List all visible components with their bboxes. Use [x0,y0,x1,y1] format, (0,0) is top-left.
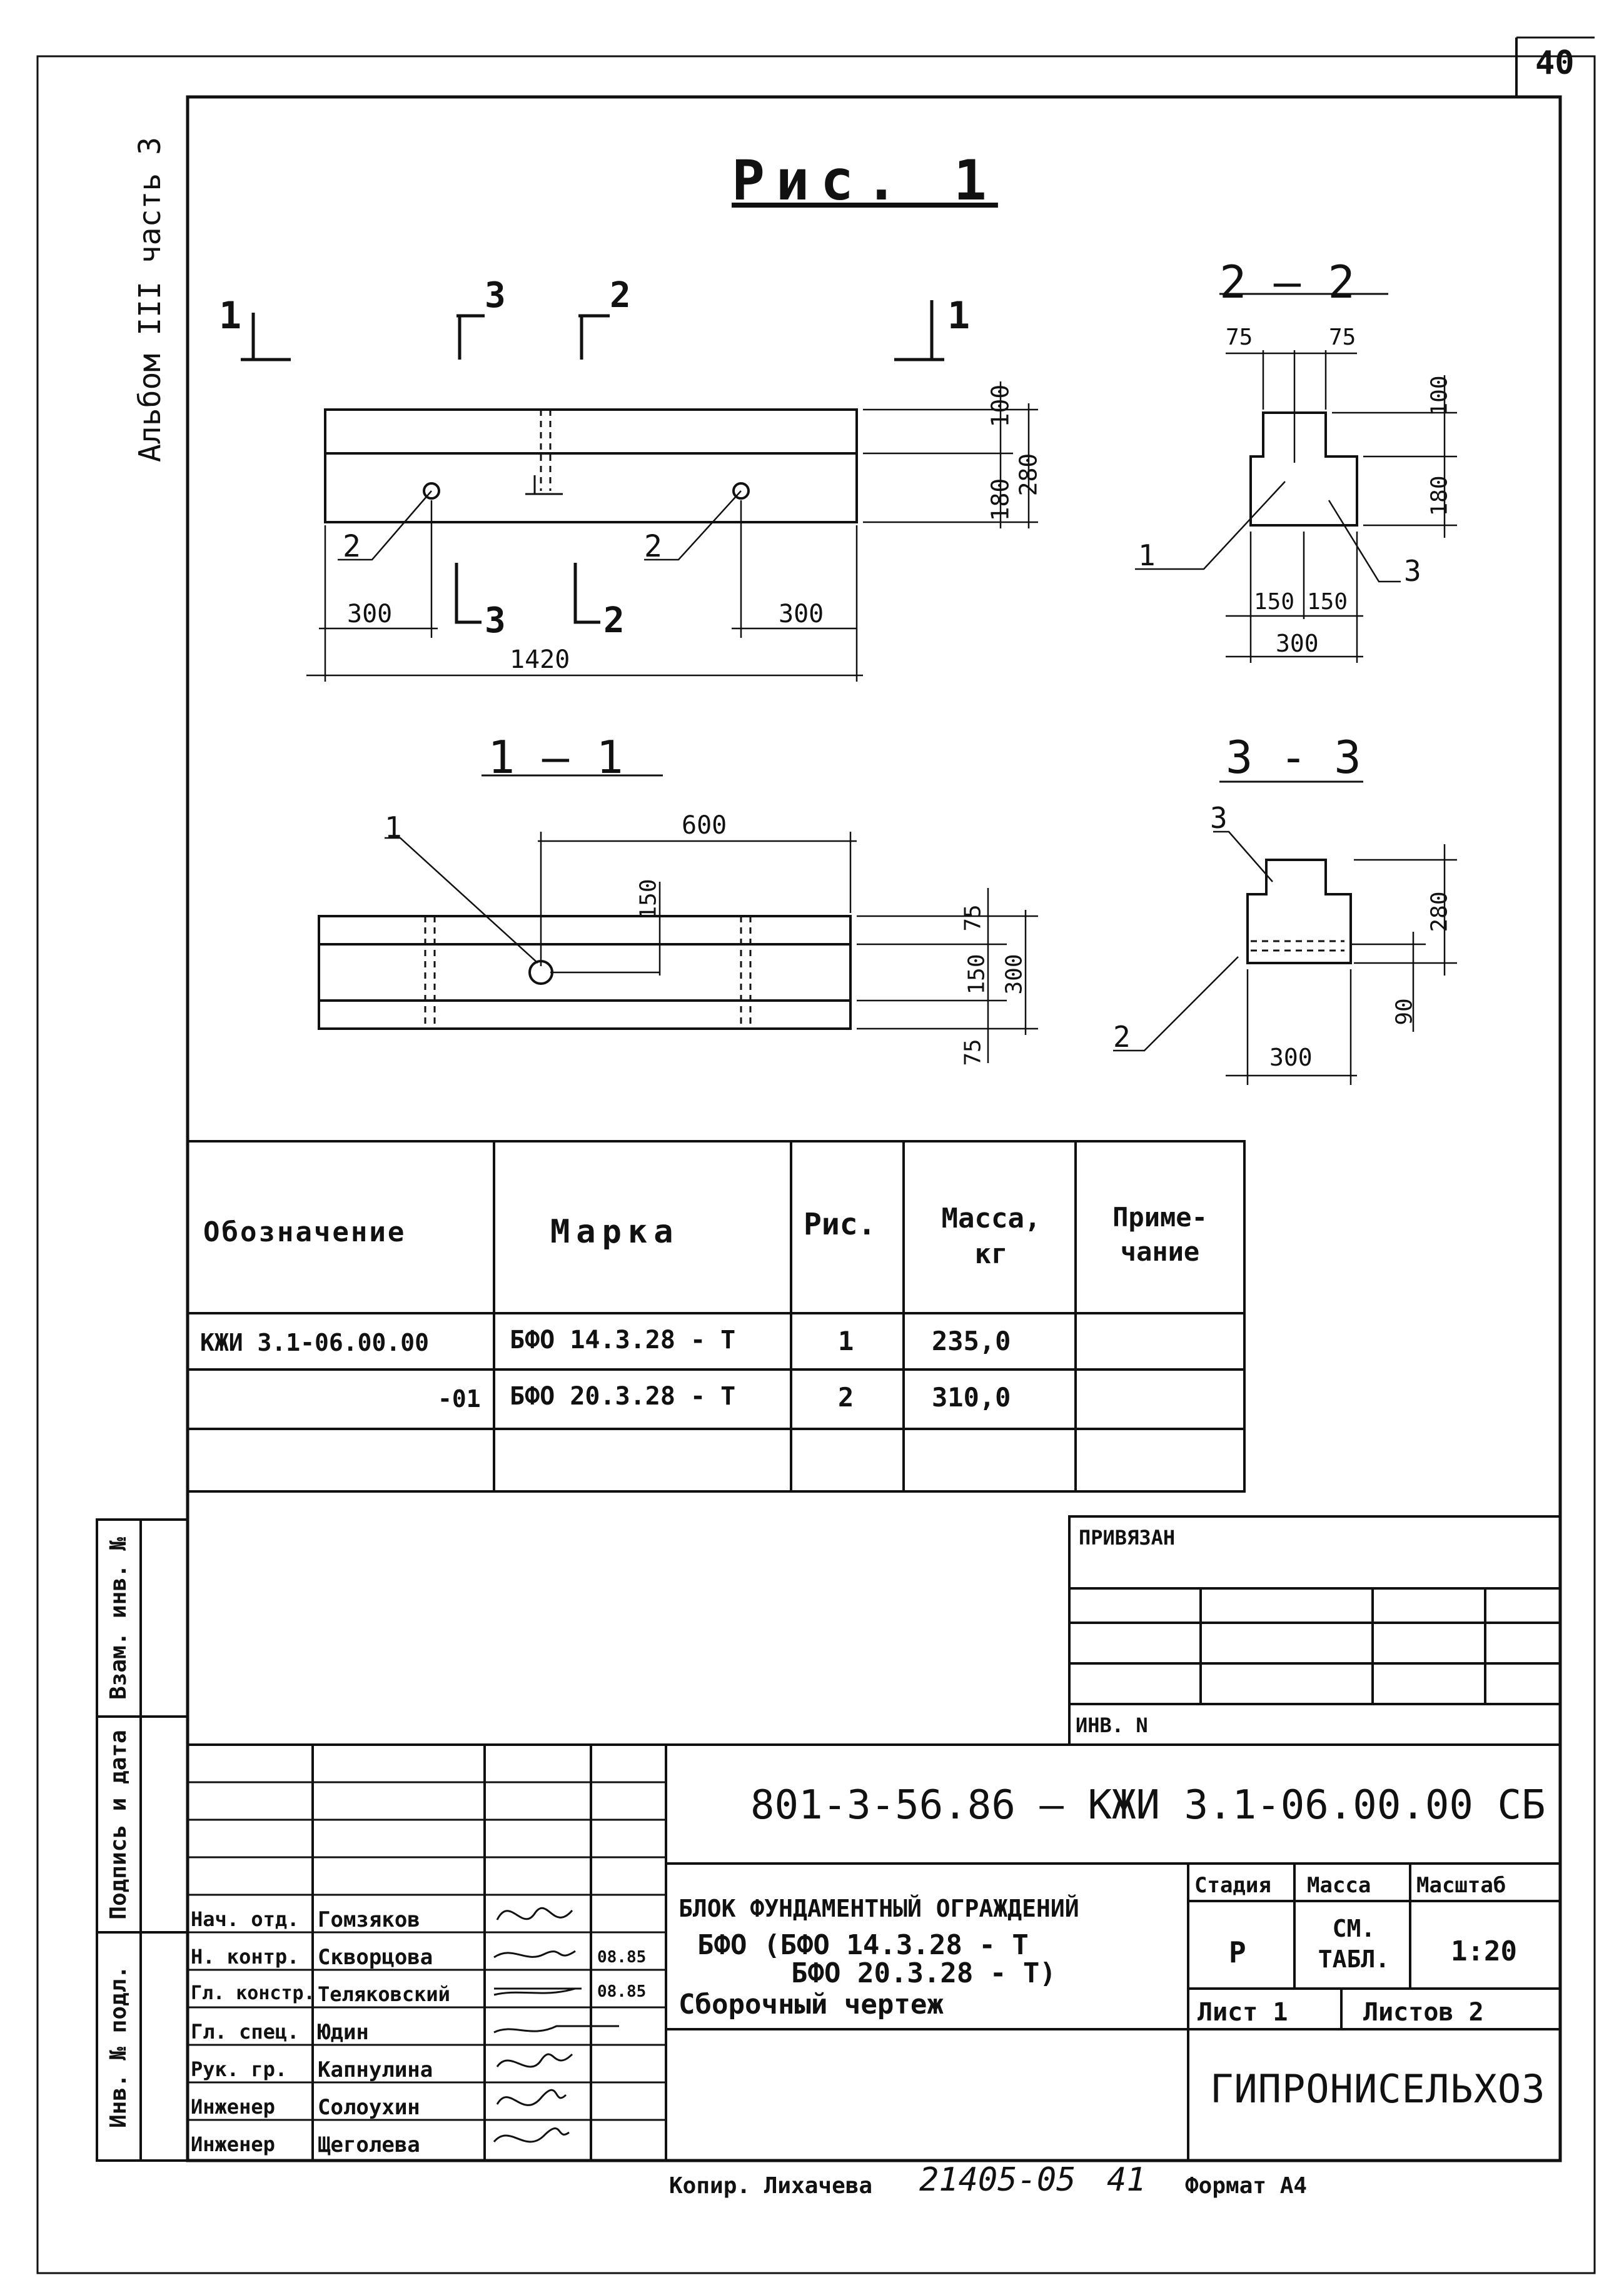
dim-2-2-150-right: 150 [1307,589,1348,615]
table-row-2-designation: -01 [438,1385,481,1413]
dim-3-3-90: 90 [1391,998,1418,1026]
sign-role-3: Гл. констр. [191,1982,315,2004]
doc-name-line-2: БФО (БФО 14.3.28 - Т [697,1929,1029,1961]
sign-name-7: Щеголева [318,2132,420,2157]
dim-2-2-75-left: 75 [1226,325,1253,350]
footer-sheet-no: 41 [1107,2161,1146,2199]
figure-title: Рис. 1 [732,148,998,213]
sign-role-7: Инженер [191,2132,275,2156]
section-mark-2-top: 2 [610,275,631,316]
signature-scribbles [494,1908,619,2142]
section-mark-3-top: 3 [485,275,506,316]
side-title: Альбом III часть 3 [133,136,168,463]
sign-role-6: Инженер [191,2095,275,2119]
sign-role-4: Гл. спец. [191,2020,300,2044]
scale-label: Масштаб [1416,1873,1506,1898]
sign-name-5: Капнулина [318,2057,433,2082]
sign-date-2: 08.85 [597,1948,647,1967]
stage-label: Стадия [1194,1873,1271,1898]
dim-1420: 1420 [510,645,570,674]
dim-1-1-75-top: 75 [960,904,986,932]
side-stamp-vzam-inv: Взам. инв. № [106,1536,131,1700]
dim-300-right: 300 [779,600,824,628]
dim-2-2-75-right: 75 [1329,325,1356,350]
dim-280: 280 [1014,453,1042,497]
section-mark-3-bottom: 3 [485,600,506,641]
inv-n-label: ИНВ. N [1076,1713,1148,1737]
sign-name-6: Солоухин [318,2095,420,2120]
section-2-2-title: 2 — 2 [1219,256,1355,308]
section-2-2 [1135,294,1457,663]
table-row-1-mark: БФО 14.3.28 - Т [510,1326,736,1354]
callout-3-3-3: 3 [1210,801,1228,835]
header-mark: Марка [550,1213,680,1251]
sign-role-2: Н. контр. [191,1945,300,1969]
dim-1-1-300: 300 [1001,954,1027,995]
doc-name-line-1: БЛОК ФУНДАМЕНТНЫЙ ОГРАЖДЕНИЙ [678,1895,1079,1922]
table-row-1-designation: КЖИ 3.1-06.00.00 [200,1329,430,1356]
spec-table-lines [188,1141,1244,1491]
side-stamp-inv-podl: Инв. № подл. [106,1965,131,2129]
sign-name-1: Гомзяков [318,1907,420,1932]
table-row-2-fig: 2 [838,1382,854,1413]
dim-1-1-150: 150 [964,954,990,995]
sign-name-3: Теляковский [318,1982,450,2006]
sign-role-5: Рук. гр. [191,2057,288,2081]
table-row-2-mark: БФО 20.3.28 - Т [510,1382,736,1411]
dim-1-1-600: 600 [682,811,727,840]
sign-date-3: 08.85 [597,1982,647,2001]
footer-copy: Копир. Лихачева [669,2173,873,2199]
callout-1-1-1: 1 [385,810,402,844]
sheets-label: Листов 2 [1363,1998,1484,2027]
dim-2-2-100: 100 [1426,375,1453,416]
sign-role-1: Нач. отд. [191,1907,300,1931]
side-stamp-signature-date: Подпись и дата [106,1730,131,1920]
inner-frame [188,97,1560,2161]
header-mass: Масса, кг [941,1203,1041,1271]
sign-name-4: Юдин [318,2020,369,2045]
footer-format: Формат А4 [1185,2173,1308,2199]
dim-2-2-150-left: 150 [1254,589,1295,615]
stage-value: Р [1229,1935,1246,1969]
section-mark-1-right: 1 [947,294,971,338]
dim-100: 100 [986,384,1014,428]
table-row-1-mass: 235,0 [932,1326,1011,1356]
dim-3-3-300: 300 [1269,1044,1313,1071]
section-1-1-title: 1 — 1 [488,731,623,784]
dim-1-1-75-bottom: 75 [960,1039,986,1066]
section-3-3 [1113,782,1457,1085]
callout-2-right: 2 [644,529,662,564]
callout-2-2-1: 1 [1138,538,1156,572]
dim-180: 180 [986,478,1014,522]
footer-number: 21405-05 [919,2161,1076,2199]
header-fig: Рис. [804,1207,876,1242]
section-3-3-title: 3 - 3 [1226,731,1361,784]
dim-300-left: 300 [347,600,393,628]
header-note: Приме- чание [1112,1202,1208,1267]
dim-3-3-280: 280 [1426,891,1453,932]
dim-2-2-180: 180 [1426,475,1453,517]
mass-label: Масса [1307,1873,1371,1898]
document-code: 801-3-56.86 — КЖИ 3.1-06.00.00 СБ [750,1782,1546,1828]
section-1-1 [319,775,1038,1063]
table-row-1-fig: 1 [838,1326,854,1356]
dim-1-1-150-vert: 150 [635,879,662,920]
callout-2-left: 2 [343,529,361,564]
privyazan-lines [1069,1516,1560,1745]
doc-name-line-3: БФО 20.3.28 - Т) [791,1957,1056,1989]
callout-2-2-3: 3 [1404,554,1421,588]
sheet-label: Лист 1 [1198,1998,1288,2027]
page-number: 40 [1535,44,1575,82]
table-row-2-mass: 310,0 [932,1382,1011,1413]
section-mark-1-left: 1 [219,294,242,338]
sign-name-2: Скворцова [318,1945,433,1970]
privyazan-label: ПРИВЯЗАН [1079,1526,1176,1550]
dim-2-2-300: 300 [1276,630,1319,657]
mass-value: СМ. ТАБЛ. [1318,1915,1390,1974]
doc-name-line-4: Сборочный чертеж [678,1989,944,2020]
section-mark-2-bottom: 2 [603,600,625,641]
scale-value: 1:20 [1451,1935,1517,1967]
header-designation: Обозначение [203,1216,406,1248]
callout-3-3-2: 2 [1113,1020,1131,1054]
organization-name: ГИПРОНИСЕЛЬХОЗ [1210,2066,1546,2112]
